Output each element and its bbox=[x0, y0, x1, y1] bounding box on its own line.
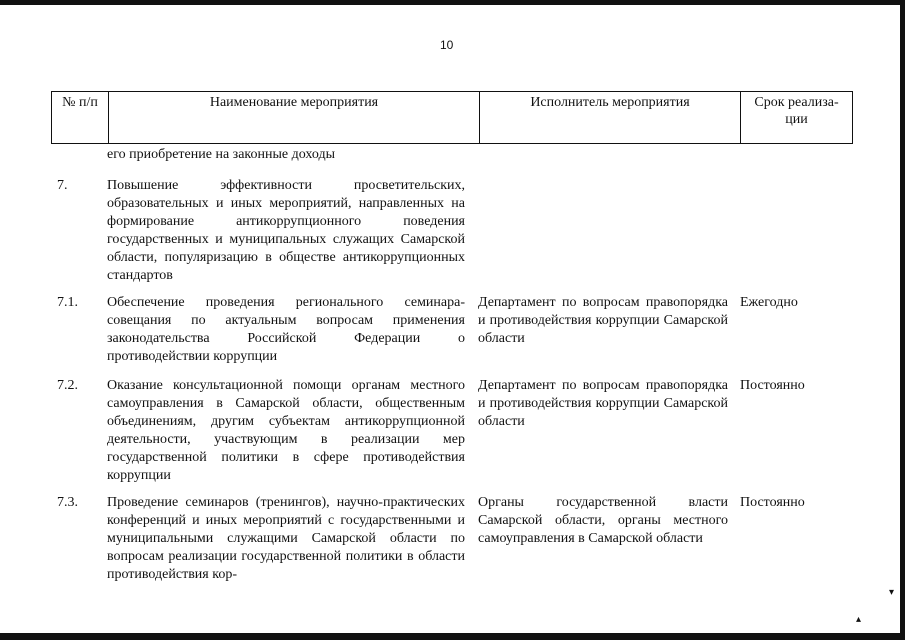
header-name: Наименование мероприятия bbox=[109, 92, 480, 144]
row-num: 7.1. bbox=[57, 295, 78, 310]
scan-border-top bbox=[0, 0, 905, 5]
scan-border-right bbox=[900, 0, 905, 640]
row-term: Ежегодно bbox=[740, 295, 798, 310]
header-executor: Исполнитель мероприятия bbox=[480, 92, 741, 144]
header-term bbox=[741, 92, 853, 144]
row-name: Повышение эффективности просветительских, образовательных и иных мероприятий, направленных на формирование антикоррупционного поведения государственных и муниципальных служащих Самарской области, популяризацию в обществе антикоррупционных стандартов bbox=[107, 178, 465, 283]
header-num: № п/п bbox=[52, 92, 109, 144]
row-term: Постоянно bbox=[740, 378, 805, 393]
row-num: 7.3. bbox=[57, 495, 78, 510]
row-term: Постоянно bbox=[740, 495, 805, 510]
row-executor: Органы государственной власти Самарской области, органы местного самоуправления в Самарской области bbox=[478, 495, 728, 546]
row-name: Оказание консультационной помощи органам местного самоуправления в Самарской области, общественным объединениям, другим субъектам антикоррупционной деятельности, участвующим в реализации мер государственной политики в сфере противодействия коррупции bbox=[107, 378, 465, 483]
header-term-label: Срок реализа-ции bbox=[754, 95, 839, 127]
scan-speck: ▾ bbox=[889, 587, 895, 598]
row-name: Обеспечение проведения регионального семинара-совещания по актуальным вопросам применения законодательства Российской Федерации о противодействии коррупции bbox=[107, 295, 465, 364]
row-num: 7.2. bbox=[57, 378, 78, 393]
continuation-text: его приобретение на законные доходы bbox=[107, 147, 335, 162]
page-number: 10 bbox=[440, 38, 454, 52]
row-num: 7. bbox=[57, 178, 68, 193]
row-executor: Департамент по вопросам правопорядка и противодействия коррупции Самарской области bbox=[478, 378, 728, 429]
scan-speck: ▴ bbox=[856, 614, 862, 625]
row-name: Проведение семинаров (тренингов), научно-практических конференций и иных мероприятий с государственными и муниципальными служащими Самарской области по вопросам реализации государственной политики в области противодействия кор- bbox=[107, 495, 465, 582]
table-header bbox=[51, 91, 853, 144]
row-executor: Департамент по вопросам правопорядка и противодействия коррупции Самарской области bbox=[478, 295, 728, 346]
scan-border-bottom bbox=[0, 633, 905, 640]
